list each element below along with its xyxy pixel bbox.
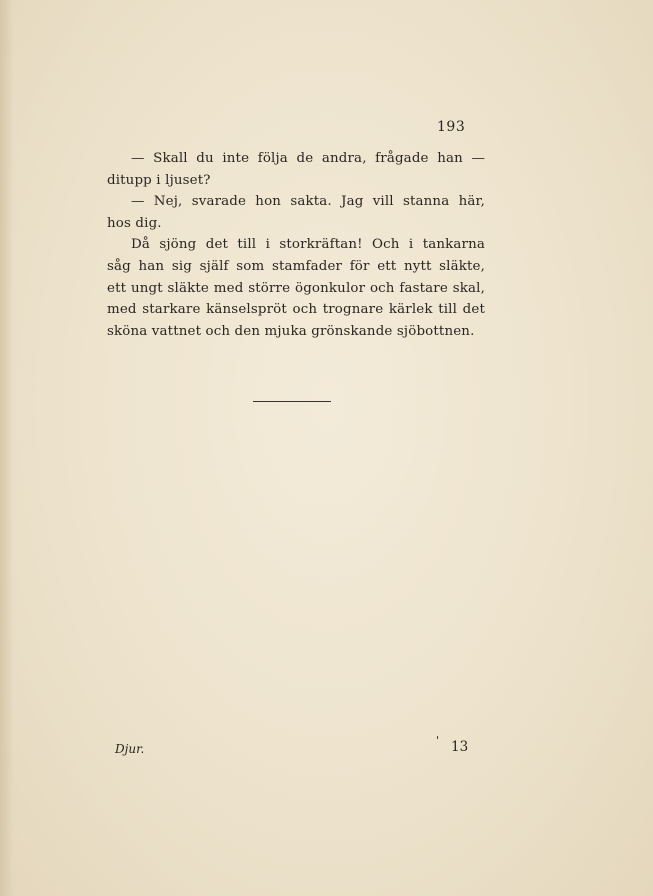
text-line: såg han sig själf som stamfader för ett nytt släkte, [107, 258, 485, 274]
signature-abbreviation: Djur. [115, 742, 145, 756]
text-line: hos dig. [107, 215, 162, 231]
text-line: med starkare känselspröt och trognare kärlek till det [107, 302, 485, 318]
end-divider [253, 401, 331, 402]
text-line: ett ungt släkte med större ögonkulor och fastare skal, [107, 280, 485, 296]
page-number: 193 [437, 119, 466, 135]
text-line: ditupp i ljuset? [107, 172, 211, 188]
text-line: Då sjöng det till i storkräftan! Och i tankarna [131, 237, 485, 253]
text-line: — Nej, svarade hon sakta. Jag vill stanna här, [131, 194, 485, 210]
binding-shadow [0, 0, 14, 896]
body-text [107, 148, 485, 342]
text-line: — Skall du inte följa de andra, frågade han — [131, 151, 485, 166]
text-line: sköna vattnet och den mjuka grönskande sjöbottnen. [107, 323, 475, 339]
signature-mark: ' [436, 734, 440, 747]
signature-number: 13 [451, 739, 469, 755]
